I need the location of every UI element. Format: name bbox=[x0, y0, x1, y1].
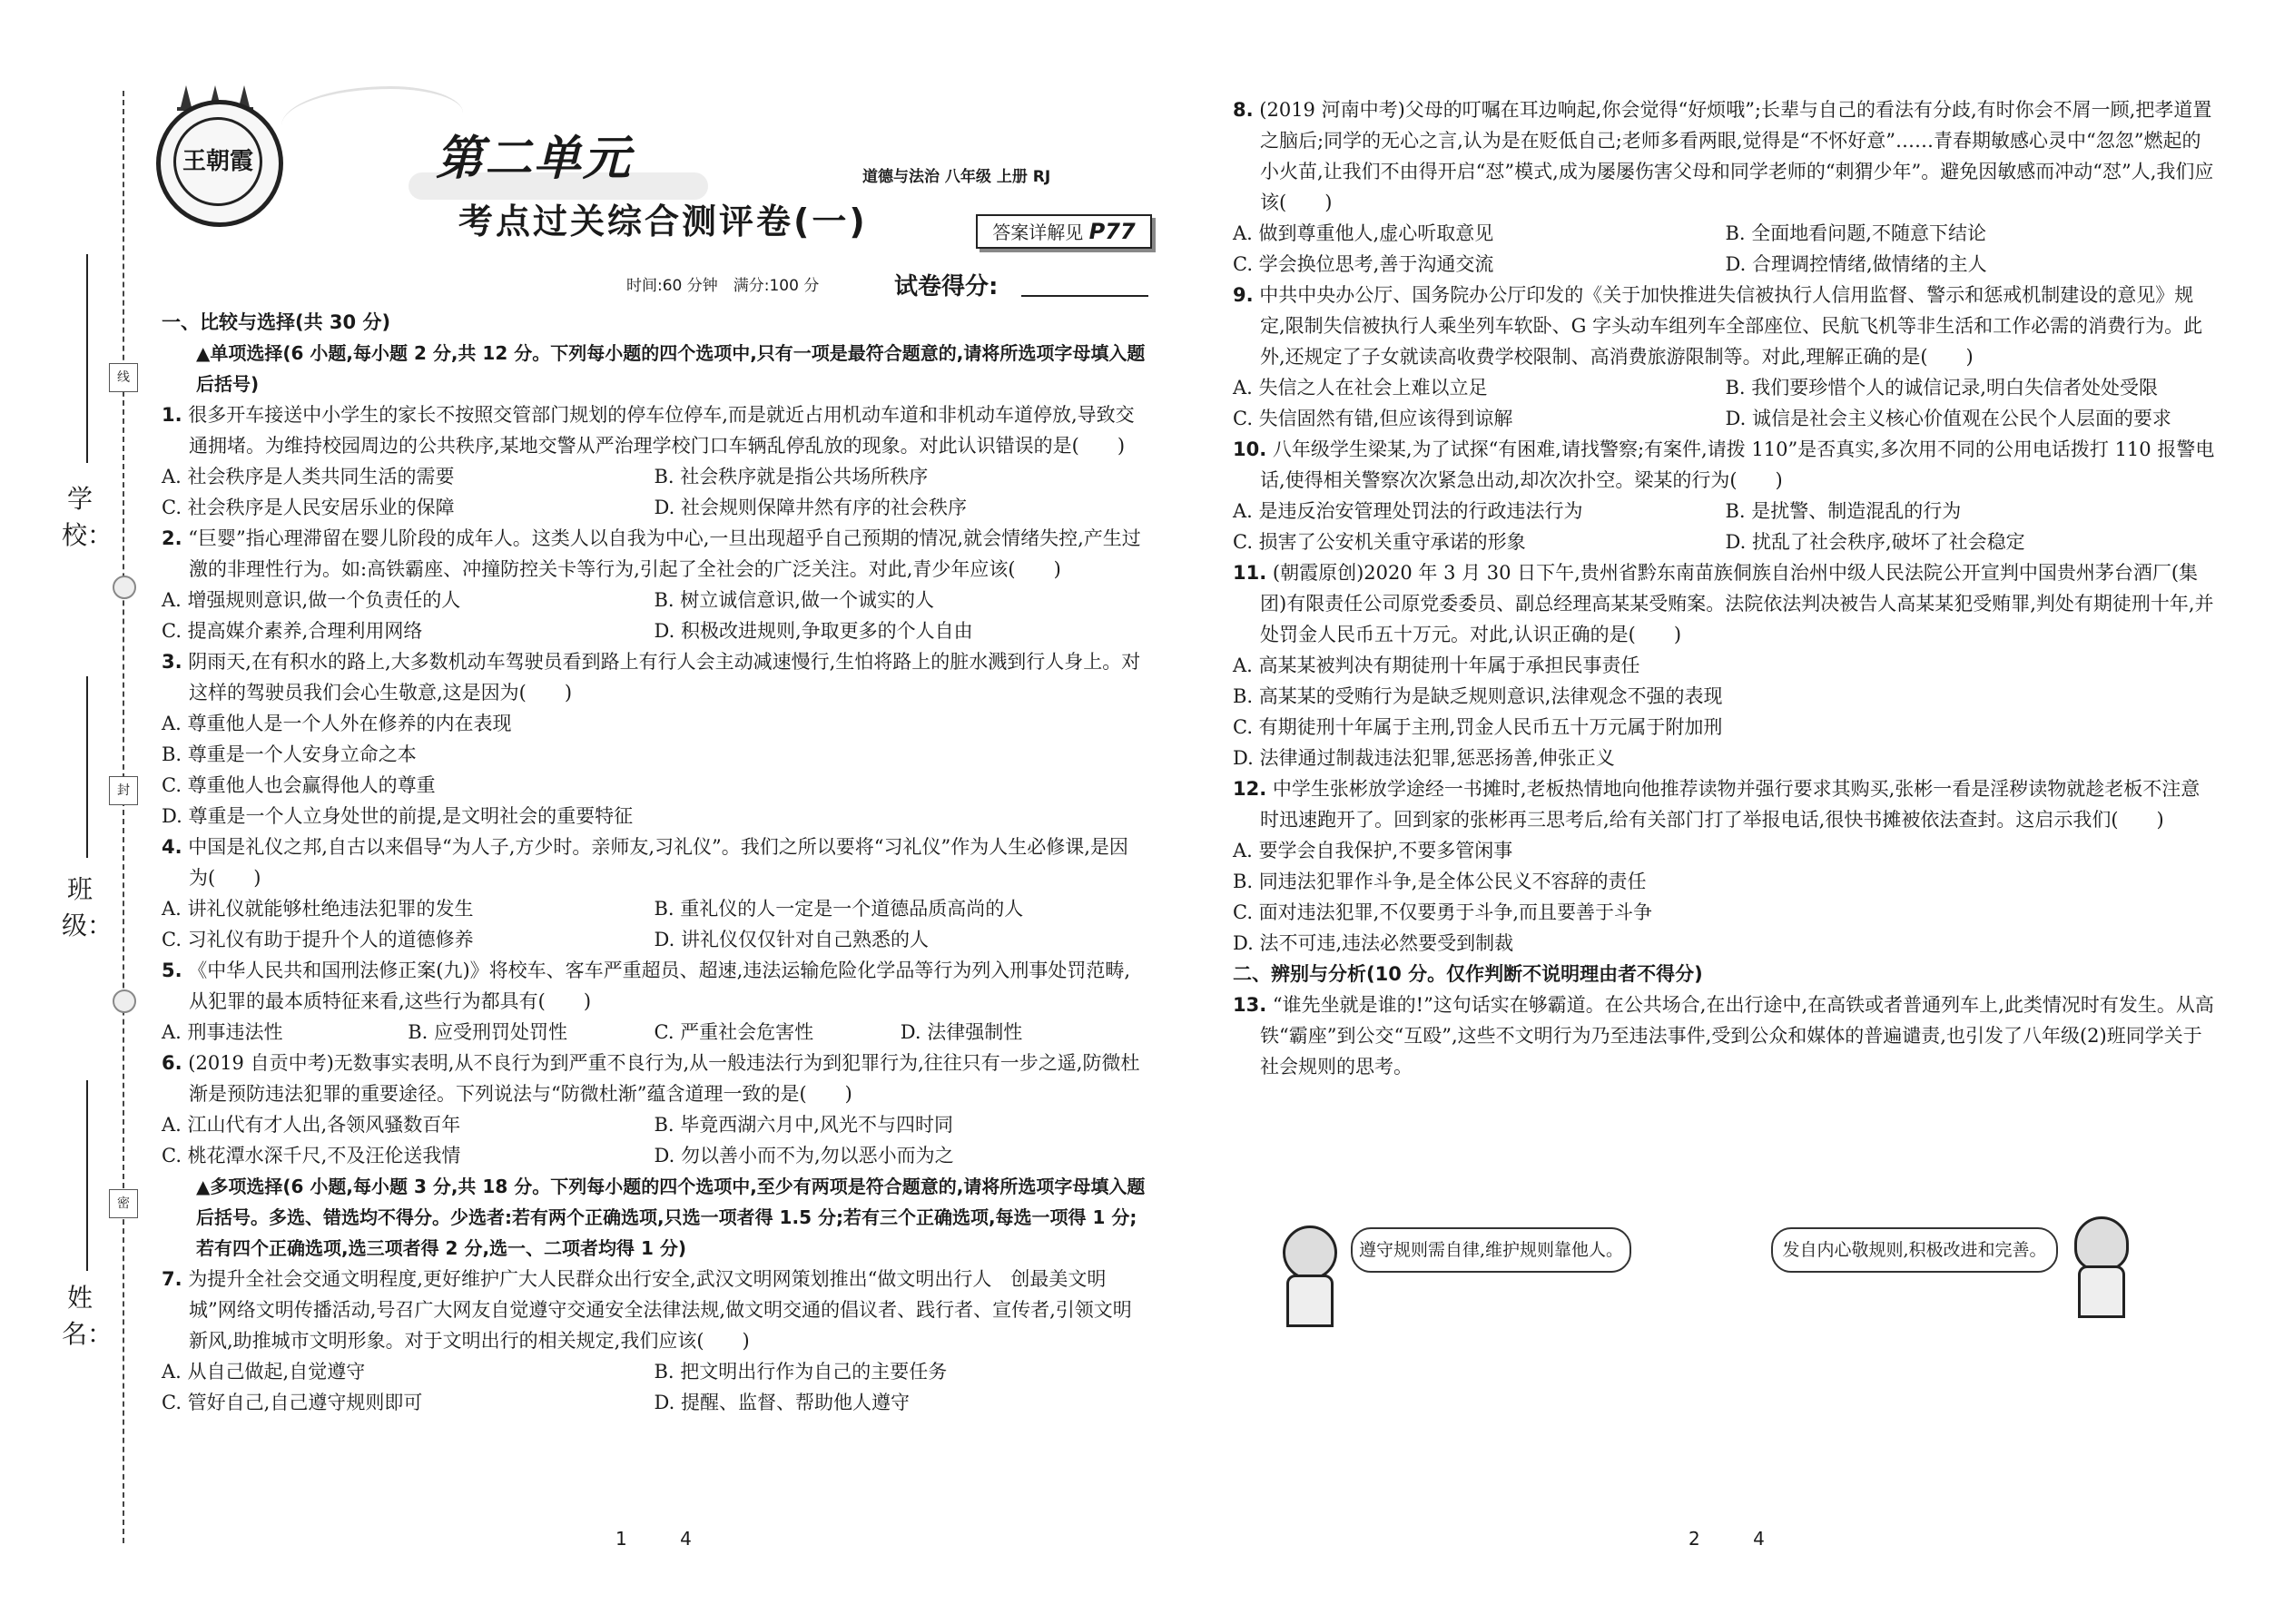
option-a[interactable]: A. 刑事违法性 bbox=[162, 1021, 283, 1043]
option-d[interactable]: D. 法律强制性 bbox=[900, 1021, 1023, 1043]
question-text: “谁先坐就是谁的!”这句话实在够霸道。在公共场合,在出行途中,在高铁或者普通列车上,此类情况时有发生。从高铁“霸座”到公交“互殴”,这些不文明行为乃至违法事件,受到公众和媒体的普遍谴责,也引发了八年级(2)班同学关于社会规则的思考。 bbox=[1260, 994, 2214, 1078]
page-number-total: 4 bbox=[1753, 1528, 1765, 1550]
question-10 bbox=[1233, 434, 2218, 557]
binding-tag-seal: 封 bbox=[109, 776, 138, 805]
question-number: 1. bbox=[162, 404, 182, 426]
option-d[interactable]: D. 诚信是社会主义核心价值观在公民个人层面的要求 bbox=[1725, 408, 2171, 429]
publisher-logo bbox=[156, 100, 283, 227]
question-stem bbox=[162, 955, 1147, 1017]
question-text: (2019 自贡中考)无数事实表明,从不良行为到严重不良行为,从一般违法行为到犯罪行为,往往只有一步之遥,防微杜渐是预防违法犯罪的重要途径。下列说法与“防微杜渐”蕴含道理一致的是( ) bbox=[188, 1052, 1140, 1105]
option-a[interactable]: A. 高某某被判决有期徒刑十年属于承担民事责任 bbox=[1233, 655, 1640, 676]
boy-cartoon-icon bbox=[1274, 1225, 1341, 1325]
section-title: 一、比较与选择(共 30 分) bbox=[162, 311, 391, 333]
question-text: “巨婴”指心理滞留在婴儿阶段的成年人。这类人以自我为中心,一旦出现超乎自己预期的情况,就会情绪失控,产生过激的非理性行为。如:高铁霸座、冲撞防控关卡等行为,引起了全社会的广泛关注。对此,青少年应该( ) bbox=[188, 527, 1141, 580]
question-number: 7. bbox=[162, 1268, 182, 1290]
question-number: 6. bbox=[162, 1052, 182, 1074]
question-stem bbox=[162, 646, 1147, 708]
option-b[interactable]: B. 树立诚信意识,做一个诚实的人 bbox=[654, 589, 934, 611]
option-b[interactable]: B. 应受刑罚处罚性 bbox=[408, 1021, 568, 1043]
option-b[interactable]: B. 社会秩序就是指公共场所秩序 bbox=[654, 466, 929, 487]
question-13 bbox=[1233, 989, 2218, 1082]
question-text: 为提升全社会交通文明程度,更好维护广大人民群众出行安全,武汉文明网策划推出“做文明出行人 创最美文明城”网络文明传播活动,号召广大网友自觉遵守交通安全法律法规,做文明交通的倡议者、践行者、宣传者,引领文明新风,助推城市文明形象。对于文明出行的相关规定,我们应该( ) bbox=[188, 1268, 1132, 1352]
option-c[interactable]: C. 失信固然有错,但应该得到谅解 bbox=[1233, 408, 1513, 429]
question-4 bbox=[162, 832, 1147, 955]
question-stem bbox=[1233, 94, 2218, 218]
question-number: 5. bbox=[162, 960, 182, 981]
single-choice-instructions: ▲单项选择(6 小题,每小题 2 分,共 12 分。下列每小题的四个选项中,只有一项是最符合题意的,请将所选项字母填入题后括号) bbox=[196, 342, 1146, 395]
question-6 bbox=[162, 1048, 1147, 1171]
option-c[interactable]: C. 社会秩序是人民安居乐业的保障 bbox=[162, 497, 455, 518]
name-underline bbox=[86, 1080, 88, 1271]
question-7 bbox=[162, 1264, 1147, 1418]
question-12 bbox=[1233, 773, 2218, 959]
option-c[interactable]: C. 尊重他人也会赢得他人的尊重 bbox=[162, 774, 436, 796]
option-c[interactable]: C. 提高媒介素养,合理利用网络 bbox=[162, 620, 423, 642]
option-a[interactable]: A. 尊重他人是一个人外在修养的内在表现 bbox=[162, 713, 512, 734]
page-number-current: 2 bbox=[1689, 1528, 1700, 1550]
binding-hole-icon bbox=[113, 576, 136, 599]
question-number: 3. bbox=[162, 651, 182, 673]
option-b[interactable]: B. 同违法犯罪作斗争,是全体公民义不容辞的责任 bbox=[1233, 871, 1647, 892]
question-number: 4. bbox=[162, 836, 182, 858]
option-d[interactable]: D. 法律通过制裁违法犯罪,惩恶扬善,伸张正义 bbox=[1233, 747, 1615, 769]
question-stem bbox=[162, 399, 1147, 461]
logo-text: 王朝霞 bbox=[173, 117, 262, 206]
question-stem bbox=[1233, 280, 2218, 372]
question-5 bbox=[162, 955, 1147, 1048]
school-underline bbox=[86, 254, 88, 463]
question-9 bbox=[1233, 280, 2218, 434]
class-underline bbox=[86, 676, 88, 858]
page-number-current: 1 bbox=[615, 1528, 627, 1550]
page-number bbox=[615, 1528, 692, 1550]
unit-title: 第二单元 bbox=[436, 132, 633, 186]
option-a[interactable]: A. 社会秩序是人类共同生活的需要 bbox=[162, 466, 455, 487]
option-a[interactable]: A. 江山代有才人出,各领风骚数百年 bbox=[162, 1114, 461, 1136]
question-stem bbox=[162, 832, 1147, 893]
option-b[interactable]: B. 尊重是一个人安身立命之本 bbox=[162, 743, 417, 765]
question-1 bbox=[162, 399, 1147, 523]
option-b[interactable]: B. 高某某的受贿行为是缺乏规则意识,法律观念不强的表现 bbox=[1233, 685, 1723, 707]
option-c[interactable]: C. 习礼仪有助于提升个人的道德修养 bbox=[162, 929, 474, 950]
option-c[interactable]: C. 损害了公安机关重守承诺的形象 bbox=[1233, 531, 1526, 553]
option-b[interactable]: B. 重礼仪的人一定是一个道德品质高尚的人 bbox=[654, 898, 1024, 920]
option-a[interactable]: A. 要学会自我保护,不要多管闲事 bbox=[1233, 840, 1513, 861]
question-number: 10. bbox=[1233, 438, 1267, 460]
question-stem bbox=[1233, 557, 2218, 650]
section-title: 二、辨别与分析(10 分。仅作判断不说明理由者不得分) bbox=[1233, 963, 1703, 985]
class-label-text: 班级： bbox=[62, 874, 113, 940]
score-label: 试卷得分: bbox=[894, 273, 999, 300]
binding-hole-icon bbox=[113, 989, 136, 1013]
option-c[interactable]: C. 严重社会危害性 bbox=[654, 1021, 814, 1043]
option-c[interactable]: C. 桃花潭水深千尺,不及汪伦送我情 bbox=[162, 1145, 461, 1166]
option-a[interactable]: A. 是违反治安管理处罚法的行政违法行为 bbox=[1233, 500, 1583, 522]
question-number: 13. bbox=[1233, 994, 1267, 1016]
option-b[interactable]: B. 全面地看问题,不随意下结论 bbox=[1725, 222, 1986, 244]
question-number: 11. bbox=[1233, 562, 1267, 584]
name-label-text: 姓名： bbox=[62, 1283, 113, 1349]
question-stem bbox=[162, 1264, 1147, 1356]
binding-tag-line: 线 bbox=[109, 363, 138, 392]
name-label bbox=[62, 1280, 113, 1353]
option-b[interactable]: B. 是扰警、制造混乱的行为 bbox=[1725, 500, 1962, 522]
answer-ref-text: 答案详解见 bbox=[992, 221, 1084, 243]
question-3 bbox=[162, 646, 1147, 832]
option-d[interactable]: D. 扰乱了社会秩序,破坏了社会稳定 bbox=[1725, 531, 2025, 553]
question-text: 《中华人民共和国刑法修正案(九)》将校车、客车严重超员、超速,违法运输危险化学品等行为列入刑事处罚范畴,从犯罪的最本质特征来看,这些行为都具有( ) bbox=[188, 960, 1131, 1012]
question-11 bbox=[1233, 557, 2218, 773]
option-c[interactable]: C. 有期徒刑十年属于主刑,罚金人民币五十万元属于附加刑 bbox=[1233, 716, 1723, 738]
question-number: 12. bbox=[1233, 778, 1267, 800]
subject-tag: 道德与法治 八年级 上册 RJ bbox=[862, 168, 1051, 186]
question-text: (朝霞原创)2020 年 3 月 30 日下午,贵州省黔东南苗族侗族自治州中级人民法院公开宣判中国贵州茅台酒厂(集团)有限责任公司原党委委员、副总经理高某某受贿案。法院依法判决被告人高某某犯受贿罪,判处有期徒刑十年,并处罚金人民币五十万元。对此,认识正确的是( ) bbox=[1260, 562, 2214, 645]
question-2 bbox=[162, 523, 1147, 646]
option-c[interactable]: C. 学会换位思考,善于沟通交流 bbox=[1233, 253, 1494, 275]
question-8 bbox=[1233, 94, 2218, 280]
question-text: 阴雨天,在有积水的路上,大多数机动车驾驶员看到路上有行人会主动减速慢行,生怕将路上的脏水溅到行人身上。对这样的驾驶员我们会心生敬意,这是因为( ) bbox=[188, 651, 1141, 704]
school-label-text: 学校： bbox=[62, 484, 113, 550]
exam-meta: 时间:60 分钟 满分:100 分 bbox=[626, 277, 820, 295]
binding-tag-secret: 密 bbox=[109, 1189, 138, 1218]
option-d[interactable]: D. 社会规则保障井然有序的社会秩序 bbox=[654, 497, 967, 518]
option-a[interactable]: A. 从自己做起,自觉遵守 bbox=[162, 1361, 366, 1383]
question-text: 很多开车接送中小学生的家长不按照交管部门规划的停车位停车,而是就近占用机动车道和非机动车道停放,导致交通拥堵。为维持校园周边的公共秩序,某地交警从严治理学校门口车辆乱停乱放的现象。对此认识错误的是( ) bbox=[188, 404, 1135, 457]
answer-reference-box bbox=[976, 214, 1152, 249]
question-stem bbox=[1233, 434, 2218, 496]
option-d[interactable]: D. 合理调控情绪,做情绪的主人 bbox=[1725, 253, 1987, 275]
question-stem bbox=[1233, 989, 2218, 1082]
page-number-total: 4 bbox=[680, 1528, 692, 1550]
question-number: 9. bbox=[1233, 284, 1254, 306]
speech-bubble-right: 发自内心敬规则,积极改进和完善。 bbox=[1771, 1227, 2058, 1273]
girl-cartoon-icon bbox=[2065, 1216, 2132, 1316]
option-c[interactable]: C. 管好自己,自己遵守规则即可 bbox=[162, 1392, 423, 1413]
question-text: (2019 河南中考)父母的叮嘱在耳边响起,你会觉得“好烦哦”;长辈与自己的看法有分歧,有时你会不屑一顾,把孝道置之脑后;同学的无心之言,认为是在贬低自己;老师多看两眼,觉得是“不怀好意”……青春期敏感心灵中“忽忽”燃起的小火苗,让我们不由得开启“怼”模式,成为屡屡伤害父母和同学老师的“刺猬少年”。避免因敏感而冲动“怼”人,我们应该( ) bbox=[1259, 99, 2214, 213]
question-text: 中学生张彬放学途经一书摊时,老板热情地向他推荐读物并强行要求其购买,张彬一看是淫秽读物就趁老板不注意时迅速跑开了。回到家的张彬再三思考后,给有关部门打了举报电话,很快书摊被依法查封。这启示我们( ) bbox=[1260, 778, 2200, 831]
option-b[interactable]: B. 我们要珍惜个人的诚信记录,明白失信者处处受限 bbox=[1725, 377, 2158, 399]
question-number: 8. bbox=[1233, 99, 1254, 121]
option-d[interactable]: D. 尊重是一个人立身处世的前提,是文明社会的重要特征 bbox=[162, 805, 634, 827]
option-c[interactable]: C. 面对违法犯罪,不仅要勇于斗争,而且要善于斗争 bbox=[1233, 901, 1653, 923]
option-d[interactable]: D. 积极改进规则,争取更多的个人自由 bbox=[654, 620, 973, 642]
binding-dashed-line bbox=[123, 91, 124, 1543]
page-number bbox=[1689, 1528, 1765, 1550]
answer-page: P77 bbox=[1088, 219, 1136, 244]
option-b[interactable]: B. 毕竟西湖六月中,风光不与四时同 bbox=[654, 1114, 953, 1136]
exam-title: 考点过关综合测评卷(一) bbox=[458, 202, 868, 241]
multi-choice-instructions: ▲多项选择(6 小题,每小题 3 分,共 18 分。下列每小题的四个选项中,至少有两项是符合题意的,请将所选项字母填入题后括号。多选、错选均不得分。少选者:若有两个正确选项,只选一项者得 1.5 分;若有三个正确选项,每选一项得 1 分;若有四个正确选项,选三项者得 2 分,选一、二项者均得 1 分) bbox=[196, 1176, 1146, 1259]
option-b[interactable]: B. 把文明出行作为自己的主要任务 bbox=[654, 1361, 948, 1383]
question-text: 八年级学生梁某,为了试探“有困难,请找警察;有案件,请拨 110”是否真实,多次用不同的公用电话拨打 110 报警电话,使得相关警察次次紧急出动,却次次扑空。梁某的行为( ) bbox=[1260, 438, 2215, 491]
class-label bbox=[62, 871, 113, 944]
option-a[interactable]: A. 做到尊重他人,虚心听取意见 bbox=[1233, 222, 1494, 244]
speech-bubble-left: 遵守规则需自律,维护规则靠他人。 bbox=[1351, 1227, 1631, 1273]
right-column bbox=[1233, 94, 2218, 1082]
school-label bbox=[62, 481, 113, 554]
question-stem bbox=[1233, 773, 2218, 835]
question-text: 中共中央办公厅、国务院办公厅印发的《关于加快推进失信被执行人信用监督、警示和惩戒机制建设的意见》规定,限制失信被执行人乘坐列车软卧、G 字头动车组列车全部座位、民航飞机等非生活和工作必需的消费行为。此外,还规定了子女就读高收费学校限制、高消费旅游限制等。对此,理解正确的是( ) bbox=[1259, 284, 2203, 368]
option-a[interactable]: A. 增强规则意识,做一个负责任的人 bbox=[162, 589, 461, 611]
option-d[interactable]: D. 提醒、监督、帮助他人遵守 bbox=[654, 1392, 910, 1413]
left-column bbox=[162, 307, 1147, 1418]
score-field[interactable] bbox=[1021, 295, 1148, 297]
question-stem bbox=[162, 523, 1147, 585]
option-a[interactable]: A. 失信之人在社会上难以立足 bbox=[1233, 377, 1488, 399]
option-d[interactable]: D. 法不可违,违法必然要受到制裁 bbox=[1233, 932, 1514, 954]
option-d[interactable]: D. 讲礼仪仅仅针对自己熟悉的人 bbox=[654, 929, 929, 950]
option-d[interactable]: D. 勿以善小而不为,勿以恶小而为之 bbox=[654, 1145, 954, 1166]
right-page bbox=[1147, 0, 2294, 1624]
option-a[interactable]: A. 讲礼仪就能够杜绝违法犯罪的发生 bbox=[162, 898, 474, 920]
question-number: 2. bbox=[162, 527, 182, 549]
question-text: 中国是礼仪之邦,自古以来倡导“为人子,方少时。亲师友,习礼仪”。我们之所以要将“习礼仪”作为人生必修课,是因为( ) bbox=[188, 836, 1128, 889]
question-stem bbox=[162, 1048, 1147, 1109]
